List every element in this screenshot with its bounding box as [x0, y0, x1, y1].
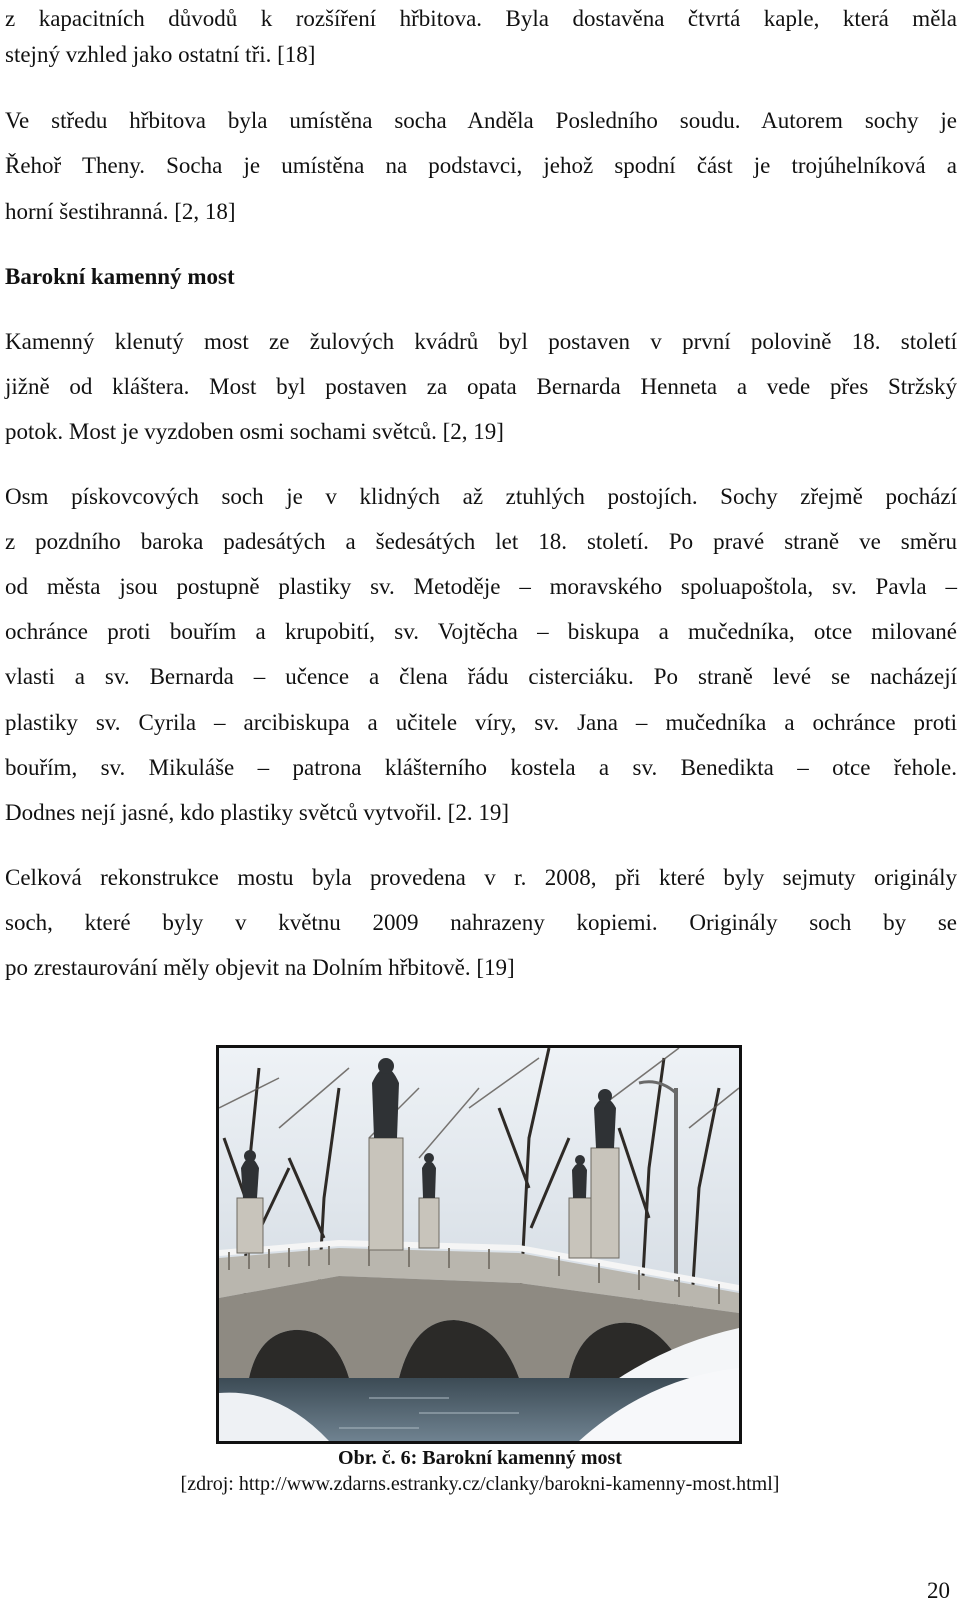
figure-caption-title: Obr. č. 6: Barokní kamenný most — [338, 1447, 622, 1469]
paragraph-line: po zrestaurování měly objevit na Dolním hřbitově. [19] — [5, 955, 515, 980]
page-number: 20 — [927, 1578, 950, 1603]
paragraph-line: Řehoř Theny. Socha je umístěna na podstavci, jehož spodní část je trojúhelníková a — [5, 153, 957, 178]
paragraph-line: Kamenný klenutý most ze žulových kvádrů byl postaven v první polovině 18. století — [5, 329, 957, 354]
paragraph-line: horní šestihranná. [2, 18] — [5, 199, 236, 224]
paragraph-line: Ve středu hřbitova byla umístěna socha Anděla Posledního soudu. Autorem sochy je — [5, 108, 957, 133]
paragraph-line: vlasti a sv. Bernarda – učence a člena řádu cisterciáku. Po straně levé se nacházejí — [5, 664, 957, 689]
paragraph-line: potok. Most je vyzdoben osmi sochami světců. [2, 19] — [5, 419, 504, 444]
paragraph-line: z kapacitních důvodů k rozšíření hřbitova. Byla dostavěna čtvrtá kaple, která měla — [5, 6, 957, 31]
paragraph-line: bouřím, sv. Mikuláše – patrona klášterního kostela a sv. Benedikta – otce řehole. — [5, 755, 957, 780]
paragraph-line: ochránce proti bouřím a krupobití, sv. Vojtěcha – biskupa a mučedníka, otce milované — [5, 619, 957, 644]
paragraph-line: jižně od kláštera. Most byl postaven za opata Bernarda Henneta a vede přes Stržský — [5, 374, 957, 399]
paragraph-line: Celková rekonstrukce mostu byla provedena v r. 2008, při které byly sejmuty originály — [5, 865, 957, 890]
paragraph-line: stejný vzhled jako ostatní tři. [18] — [5, 42, 316, 67]
paragraph-line: Osm pískovcových soch je v klidných až ztuhlých postojích. Sochy zřejmě pochází — [5, 484, 957, 509]
paragraph-line: z pozdního baroka padesátých a šedesátých let 18. století. Po pravé straně ve směru — [5, 529, 957, 554]
paragraph-line: plastiky sv. Cyrila – arcibiskupa a učitele víry, sv. Jana – mučedníka a ochránce proti — [5, 710, 957, 735]
figure-caption-source: [zdroj: http://www.zdarns.estranky.cz/clanky/barokni-kamenny-most.html] — [180, 1473, 780, 1495]
paragraph-line: soch, které byly v květnu 2009 nahrazeny kopiemi. Originály soch by se — [5, 910, 957, 935]
bridge-photo — [216, 1045, 742, 1444]
paragraph-line: Dodnes nejí jasné, kdo plastiky světců vytvořil. [2. 19] — [5, 800, 510, 825]
paragraph-line: od města jsou postupně plastiky sv. Metoděje – moravského spoluapoštola, sv. Pavla – — [5, 574, 957, 599]
section-heading: Barokní kamenný most — [5, 264, 235, 289]
